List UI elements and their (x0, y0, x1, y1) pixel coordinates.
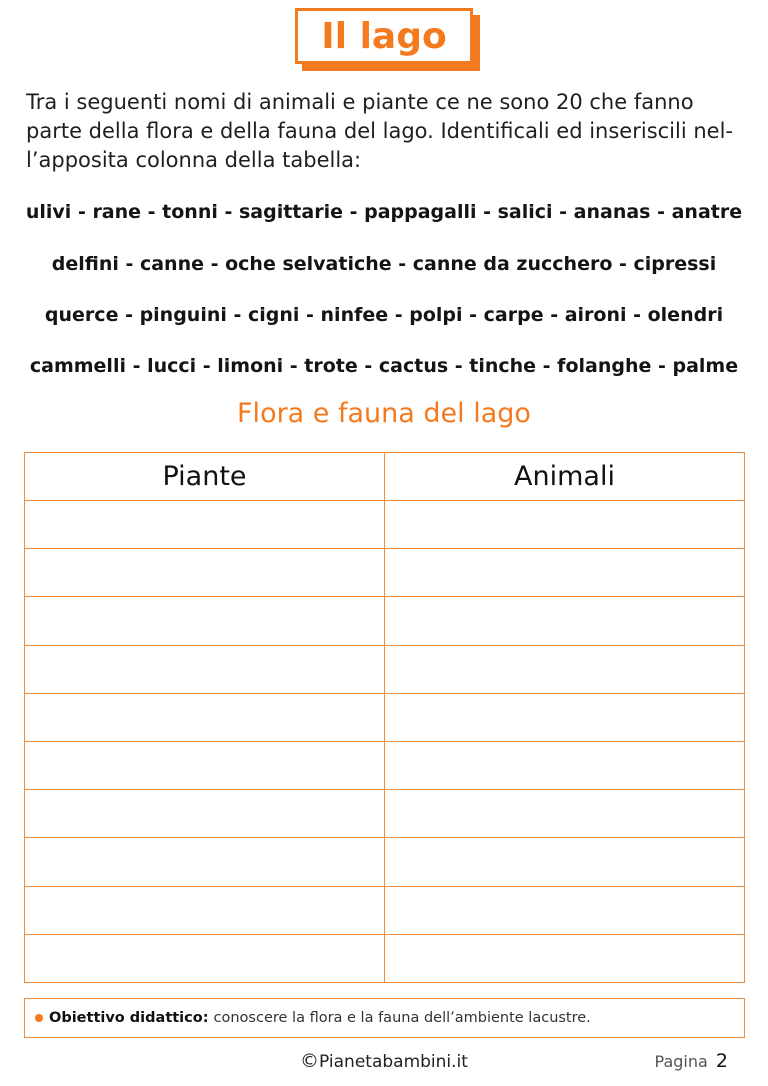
column-header-animali: Animali (385, 453, 745, 501)
column-header-piante: Piante (25, 453, 385, 501)
bullet-dot-icon (35, 1014, 43, 1022)
animali-cell[interactable] (385, 790, 745, 838)
objective-label: Obiettivo didattico: (49, 1010, 209, 1026)
animali-cell[interactable] (385, 741, 745, 789)
word-list-line-4: cammelli - lucci - limoni - trote - cactus - tinche - folanghe - palme (29, 355, 739, 377)
page-indicator (655, 1050, 728, 1072)
animali-cell[interactable] (385, 886, 745, 934)
table-row (25, 838, 745, 886)
page-number: 2 (715, 1050, 728, 1072)
table-row (25, 741, 745, 789)
table-row (25, 597, 745, 645)
piante-cell[interactable] (25, 501, 385, 549)
table-row (25, 886, 745, 934)
table-row (25, 549, 745, 597)
table-row (25, 645, 745, 693)
word-list-line-1: ulivi - rane - tonni - sagittarie - pappagalli - salici - ananas - anatre (25, 201, 743, 223)
footer-brand (0, 1050, 768, 1072)
animali-cell[interactable] (385, 693, 745, 741)
page-label: Pagina (654, 1052, 708, 1071)
table-row (25, 501, 745, 549)
animali-cell[interactable] (385, 501, 745, 549)
table-row (25, 934, 745, 982)
piante-cell[interactable] (25, 886, 385, 934)
piante-cell[interactable] (25, 597, 385, 645)
objective-text: conoscere la flora e la fauna dell’ambiente lacustre. (213, 1010, 591, 1026)
piante-cell[interactable] (25, 645, 385, 693)
piante-cell[interactable] (25, 549, 385, 597)
copyright-icon: © (300, 1050, 320, 1072)
piante-cell[interactable] (25, 741, 385, 789)
table-row (25, 790, 745, 838)
brand-name: Pianetabambini.it (319, 1052, 468, 1072)
animali-cell[interactable] (385, 597, 745, 645)
table-header-row (25, 453, 745, 501)
table-row (25, 693, 745, 741)
instructions-text: Tra i seguenti nomi di animali e piante ce ne sono 20 che fanno parte della flora e della fauna del lago. Identificali ed inseriscili nel-l’apposita colonna della tabella: (26, 90, 733, 172)
word-list-line-3: querce - pinguini - cigni - ninfee - polpi - carpe - aironi - olendri (44, 304, 724, 326)
section-subtitle: Flora e fauna del lago (237, 398, 531, 429)
answer-table (24, 452, 745, 983)
piante-cell[interactable] (25, 790, 385, 838)
title-box (295, 8, 473, 64)
piante-cell[interactable] (25, 838, 385, 886)
objective-box (24, 998, 745, 1038)
animali-cell[interactable] (385, 934, 745, 982)
animali-cell[interactable] (385, 838, 745, 886)
title-container (0, 8, 768, 64)
animali-cell[interactable] (385, 645, 745, 693)
word-list-line-2: delfini - canne - oche selvatiche - canne da zucchero - cipressi (51, 253, 717, 275)
animali-cell[interactable] (385, 549, 745, 597)
piante-cell[interactable] (25, 934, 385, 982)
page-title: Il lago (321, 15, 447, 57)
piante-cell[interactable] (25, 693, 385, 741)
